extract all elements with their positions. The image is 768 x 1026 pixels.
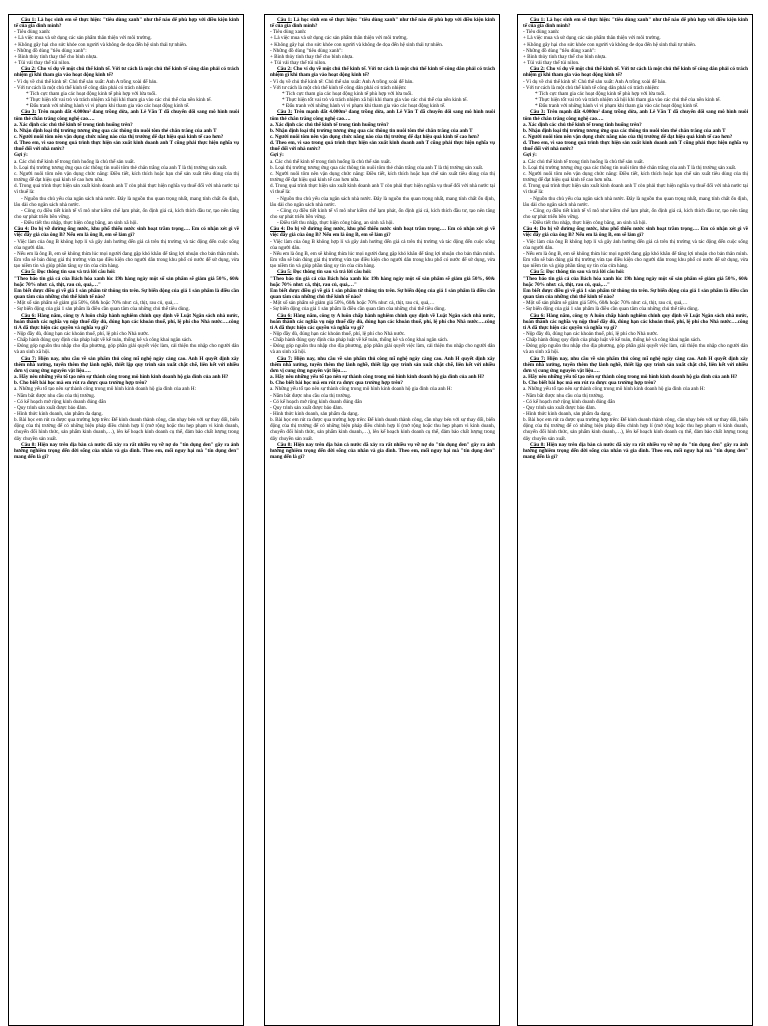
text-line [270, 417, 495, 442]
line-text: - Việc làm của ông B không hợp lí và gây ảnh hưởng đến giá cả trên thị trường và tác động đến cuộc sống của người dân. [14, 238, 239, 251]
text-line [14, 288, 239, 300]
question-paragraph [270, 109, 495, 121]
question-paragraph [270, 226, 495, 238]
line-text: b. Nhận định loại thị trường tương ứng qua các thông tin nuôi tôm thẻ chân trắng của anh T [270, 127, 473, 134]
text-line [523, 417, 748, 442]
line-text: d. Trong quá trình thực hiện sản xuất kinh doanh anh T còn phải thực hiện nghĩa vụ thuế đối với nhà nước tại vì thuế là: [14, 183, 239, 196]
line-text: Trên mạnh đất 4.000m² đang trồng dừa, anh Lê Văn T đã chuyển đổi sang mô hình nuôi tôm thẻ chân trắng công nghệ cao…. [14, 109, 240, 122]
line-text: - Nắm bắt được nhu cầu của thị trường. [523, 392, 605, 399]
text-line [523, 276, 748, 288]
line-text: Trên mạnh đất 4.000m² đang trồng dừa, anh Lê Văn T đã chuyển đổi sang mô hình nuôi tôm thẻ chân trắng công nghệ cao…. [523, 109, 749, 122]
line-text: - Ví dụ về chủ thể kinh tế: Chủ thể sản xuất: Anh A trồng xoài để bán. [14, 78, 158, 85]
line-text: - Công cụ điều tiết kinh tế vĩ mô như kiềm chế lạm phát, ổn định giá cả, kích thích đầu tư, tạo nên tăng cho sự phát triển bền vững. [270, 207, 495, 220]
text-line [270, 140, 495, 152]
line-text: - Một số sản phẩm sẽ giảm giá 50%, 60& hoặc 70% như: cá, thịt, rau củ, quả,… [270, 300, 435, 307]
line-text: Gợi ý: [523, 152, 537, 159]
line-text: * Tích cực tham gia các hoạt động kinh tế phù hợp với lứa tuổi. [535, 90, 666, 97]
question-number: Câu 7: [530, 355, 546, 362]
text-line [523, 171, 748, 183]
line-text: d. Theo em, vì sao trong quá trình thực hiện sản xuất kinh doanh anh T cũng phải thực hiện nghĩa vụ thuế đối với nhà nước? [270, 140, 495, 153]
text-line [14, 196, 239, 208]
line-text: * Đấu tranh với những hành vi vi phạm khi tham gia vào các hoạt động kinh tế. [26, 103, 190, 110]
line-text: b. Bài học em rút ra được qua trường hợp trên: Để kinh doanh thành công, cần nhạy bén với sự thay đổi, biến động của thị trường để có những biện pháp điều chỉnh hợp lí (mở rộng hoặc thu hẹp phạm vi kinh doanh, chuyển đổi hình thức, sản phẩm kinh doanh,…), lên kế hoạch kinh doanh cụ thể, đảm bảo chất lượng trong dây chuyền sản xuất. [523, 417, 748, 442]
text-line [523, 288, 748, 300]
question-number: Câu 7: [21, 355, 37, 362]
question-paragraph [14, 109, 239, 121]
text-line [14, 251, 239, 269]
text-line [14, 140, 239, 152]
line-text: a. Xác định các chủ thể kinh tế trong tình huống trên? [14, 121, 133, 128]
question-number: Câu 4: [270, 226, 286, 233]
line-text: - Chấp hành đúng quy định của pháp luật về kế toán, thống kê và công khai ngân sách. [270, 337, 449, 344]
line-text: a. Những yếu tố tạo nên sự thành công trong mô hình kinh doanh hộ gia đình của anh H: [270, 386, 453, 393]
line-text: - Nộp đầy đủ, đúng hạn các khoản thuế, phí, lệ phí cho Nhà nước. [523, 330, 659, 337]
line-text: Hiện nay, nhu cầu về sản phẩm thủ công mĩ nghệ ngày càng cao. Anh H quyết định xây thêm nhà xưởng, tuyển thêm thợ lành nghề, thiết lập quy trình sản xuất chặt chẽ, liên kết với nhiều đơn vị cung ứng nguyên vật liệu…. [523, 355, 748, 374]
document-column-2 [264, 14, 500, 1026]
question-paragraph [523, 226, 748, 238]
text-line [523, 208, 748, 220]
line-text: - Nguồn thu chủ yếu của ngân sách nhà nước. Đây là nguồn thu quan trọng nhất, mang tính chất ổn định, lâu dài cho ngân sách nhà nước. [270, 195, 495, 208]
line-text: * Đấu tranh với những hành vi vi phạm khi tham gia vào các hoạt động kinh tế. [535, 103, 699, 110]
line-text: * Tích cực tham gia các hoạt động kinh tế phù hợp với lứa tuổi. [26, 90, 157, 97]
line-text: - Chấp hành đúng quy định của pháp luật về kế toán, thống kê và công khai ngân sách. [523, 337, 702, 344]
line-text: - Tiêu dùng xanh: [270, 29, 307, 36]
line-text: + Là việc mua và sử dụng các sản phẩm thân thiện với môi trường. [14, 35, 152, 42]
line-text: Do bị vỡ đường ống nước, khu phố thiếu nước sinh hoạt trầm trọng…. Em có nhận xét gì về việc đẩy giá của ông B? Nếu em là ông B, em sẽ làm gì? [14, 226, 239, 239]
line-text: - Những đồ dùng "tiêu dùng xanh": [270, 47, 343, 54]
question-paragraph [270, 442, 495, 460]
line-text: - Công cụ điều tiết kinh tế vĩ mô như kiềm chế lạm phát, ổn định giá cả, kích thích đầu tư, tạo nên tăng cho sự phát triển bền vững. [523, 207, 748, 220]
line-text: a. Xác định các chủ thể kinh tế trong tình huống trên? [523, 121, 642, 128]
line-text: b. Nhận định loại thị trường tương ứng qua các thông tin nuôi tôm thẻ chân trắng của anh T [523, 127, 726, 134]
line-text: Hiện nay trên địa bàn cả nước đã xảy ra rất nhiều vụ vỡ nợ do "tín dụng đen" gây ra ảnh hưởng nghiêm trọng đến đời sống của nhân và gia đình. Theo em, mối nguy hại mà "tín dụng đen" mang đến là gì? [270, 441, 495, 461]
line-text: - Nếu em là ông B, em sẽ không thừa lúc mọi người đang gặp khó khăn để tăng lợi nhuận cho bản thân mình. Em vẫn sẽ bán đúng giá thị trường vừa tạo điều kiện cho người dân trong khu phố có nước để sử dụng, vừa tạo niềm tin và giúp phần tăng uy tín của cửa hàng. [523, 250, 748, 270]
text-line [14, 417, 239, 442]
line-text: + Túi vải thay thế túi nilon. [270, 60, 327, 67]
line-text: "Theo báo tin giá cả của Bách hóa xanh lúc 19h hàng ngày một số sản phẩm sẽ giảm giá 50%, 60& hoặc 70% như: cá, thịt, rau củ, quả,…" [270, 275, 495, 288]
question-number: Câu 8: [21, 441, 36, 448]
text-line [523, 183, 748, 195]
line-text: - Quy trình sản xuất được bảo đảm. [270, 404, 343, 411]
question-paragraph [523, 442, 748, 460]
question-paragraph [523, 313, 748, 331]
line-text: - Sự biến động của giá 1 sản phẩm là điều cần quan tâm của những chủ thể tiêu dùng. [270, 306, 446, 313]
text-line [270, 183, 495, 195]
line-text: - Nộp đầy đủ, đúng hạn các khoản thuế, phí, lệ phí cho Nhà nước. [14, 330, 150, 337]
text-line [14, 276, 239, 288]
line-text: b. Cho biết bài học mà em rút ra được qua trường hợp trên? [523, 380, 656, 387]
line-text: a. Các chủ thể kinh tế trong tình huống là chủ thể sản xuất. [523, 158, 644, 165]
line-text: Gợi ý: [14, 152, 28, 159]
text-line [523, 343, 748, 355]
line-text: Hiện nay trên địa bàn cả nước đã xảy ra rất nhiều vụ vỡ nợ do "tín dụng đen" gây ra ảnh hưởng nghiêm trọng đến đời sống của nhân và gia đình. Theo em, mối nguy hại mà "tín dụng đen" mang đến là gì? [523, 441, 748, 461]
text-line [523, 239, 748, 251]
text-line [270, 196, 495, 208]
line-text: a. Hãy nêu những yếu tố tạo nên sự thành công trong mô hình kinh doanh hộ gia đình của anh H? [523, 374, 738, 381]
line-text: - Một số sản phẩm sẽ giảm giá 50%, 60& hoặc 70% như: cá, thịt, rau củ, quả,… [14, 300, 179, 307]
line-text: + Bình thủy tinh thay thế cho bình nhựa. [14, 53, 98, 60]
line-text: a. Các chủ thể kinh tế trong tình huống là chủ thể sản xuất. [14, 158, 135, 165]
question-paragraph [14, 226, 239, 238]
line-text: Cho ví dụ về một chủ thể kinh tế. Với tư cách là một chủ thể kinh tế công dân phải có trách nhiệm gì khi tham gia vào hoạt động kinh tế? [270, 66, 495, 79]
question-paragraph [523, 66, 748, 78]
question-paragraph [523, 109, 748, 121]
text-line [14, 208, 239, 220]
line-text: Hàng năm, công ty A luôn chấp hành nghiêm chỉnh quy định về Luật Ngân sách nhà nước, hoàn thành các nghĩa vụ nộp thuế đầy đủ, đúng hạn các khoản thuế, phí, lệ phí cho Nhà nước….công ti A đã thực hiện các quyền và nghĩa vụ gì? [14, 312, 239, 331]
line-text: - Có kế hoạch mở rộng kinh doanh đúng đắn [14, 398, 106, 405]
line-text: c. Người nuôi tôm nên vận dụng chức năng nào của thị trường để đạt hiệu quả kinh tế cao hơn? [270, 133, 480, 140]
line-text: * Thực hiện tốt vai trò và trách nhiệm xã hội khi tham gia vào các chủ thể của nền kinh tế. [535, 97, 721, 104]
line-text: + Là việc mua và sử dụng các sản phẩm thân thiện với môi trường. [523, 35, 661, 42]
question-number: Câu 1: [21, 17, 36, 23]
question-paragraph [270, 313, 495, 331]
document-column-3 [517, 14, 753, 1026]
line-text: c. Người nuôi tôm nên vận dụng chức năng: Điều tiết, kích thích hoặc hạn chế sản xuất tiêu dùng của thị trường để đạt hiệu quả kinh tế cao hơn nữa. [270, 170, 495, 184]
question-number: Câu 1: [530, 17, 545, 23]
question-paragraph [14, 66, 239, 78]
line-text: b. Cho biết bài học mà em rút ra được qua trường hợp trên? [14, 380, 147, 387]
text-line [270, 343, 495, 355]
line-text: Là học sinh em sẽ thực hiện: "tiêu dùng xanh" như thế nào để phù hợp với điều kiện kinh tế của gia đình mình? [523, 17, 748, 30]
line-text: Đọc thông tin sau và trả lời câu hỏi: [35, 269, 116, 276]
line-text: d. Trong quá trình thực hiện sản xuất kinh doanh anh T còn phải thực hiện nghĩa vụ thuế đối với nhà nước tại vì thuế là: [270, 183, 495, 196]
line-text: a. Những yếu tố tạo nên sự thành công trong mô hình kinh doanh hộ gia đình của anh H: [14, 386, 197, 393]
line-text: Em biết được điều gì về giá 1 sản phẩm từ thông tin trên. Sự biến động của giá 1 sản phẩm là điều cần quan tâm của những chủ thể kinh tế nào? [523, 287, 748, 301]
question-number: Câu 6: [21, 312, 36, 319]
line-text: a. Hãy nêu những yếu tố tạo nên sự thành công trong mô hình kinh doanh hộ gia đình của anh H? [270, 374, 485, 381]
text-line [270, 239, 495, 251]
line-text: Là học sinh em sẽ thực hiện: "tiêu dùng xanh" như thế nào để phù hợp với điều kiện kinh tế của gia đình mình? [270, 17, 495, 30]
line-text: - Một số sản phẩm sẽ giảm giá 50%, 60& hoặc 70% như: cá, thịt, rau củ, quả,… [523, 300, 688, 307]
line-text: - Đóng góp nguồn thu nhập cho địa phương, góp phần giải quyết việc làm, cải thiện thu nhập cho người dân và an sinh xã hội. [523, 343, 748, 356]
line-text: a. Những yếu tố tạo nên sự thành công trong mô hình kinh doanh hộ gia đình của anh H: [523, 386, 706, 393]
question-number: Câu 5: [21, 269, 36, 276]
question-paragraph [14, 17, 239, 29]
line-text: - Những đồ dùng "tiêu dùng xanh": [14, 47, 87, 54]
text-line [270, 208, 495, 220]
line-text: c. Người nuôi tôm nên vận dụng chức năng: Điều tiết, kích thích hoặc hạn chế sản xuất tiêu dùng của thị trường để đạt hiệu quả kinh tế cao hơn nữa. [14, 170, 239, 184]
question-paragraph [523, 17, 748, 29]
line-text: "Theo báo tin giá cả của Bách hóa xanh lúc 19h hàng ngày một số sản phẩm sẽ giảm giá 50%, 60& hoặc 70% như: cá, thịt, rau củ, quả,…" [14, 275, 239, 288]
line-text: + Là việc mua và sử dụng các sản phẩm thân thiện với môi trường. [270, 35, 408, 42]
line-text: b. Cho biết bài học mà em rút ra được qua trường hợp trên? [270, 380, 403, 387]
question-paragraph [270, 356, 495, 374]
question-number: Câu 7: [277, 355, 293, 362]
line-text: - Điều tiết thu nhập, thực hiện công bằng, an sinh xã hội. [21, 220, 138, 227]
question-number: Câu 6: [277, 312, 292, 319]
line-text: Hiện nay, nhu cầu về sản phẩm thủ công mĩ nghệ ngày càng cao. Anh H quyết định xây thêm nhà xưởng, tuyển thêm thợ lành nghề, thiết lập quy trình sản xuất chặt chẽ, liên kết với nhiều đơn vị cung ứng nguyên vật liệu…. [270, 355, 495, 374]
line-text: - Điều tiết thu nhập, thực hiện công bằng, an sinh xã hội. [277, 220, 394, 227]
line-text: Em biết được điều gì về giá 1 sản phẩm từ thông tin trên. Sự biến động của giá 1 sản phẩm là điều cần quan tâm của những chủ thể kinh tế nào? [14, 287, 239, 301]
question-number: Câu 3: [530, 109, 546, 116]
question-number: Câu 3: [277, 109, 293, 116]
line-text: - Nguồn thu chủ yếu của ngân sách nhà nước. Đây là nguồn thu quan trọng nhất, mang tính chất ổn định, lâu dài cho ngân sách nhà nước. [523, 195, 748, 208]
line-text: - Điều tiết thu nhập, thực hiện công bằng, an sinh xã hội. [530, 220, 647, 227]
line-text: + Bình thủy tinh thay thế cho bình nhựa. [523, 53, 607, 60]
line-text: c. Người nuôi tôm nên vận dụng chức năng nào của thị trường để đạt hiệu quả kinh tế cao hơn? [523, 133, 733, 140]
line-text: + Không gây hại cho sức khỏe con người và không đe dọa đến hệ sinh thái tự nhiên. [523, 41, 697, 48]
line-text: - Nguồn thu chủ yếu của ngân sách nhà nước. Đây là nguồn thu quan trọng nhất, mang tính chất ổn định, lâu dài cho ngân sách nhà nước. [14, 195, 239, 208]
question-number: Câu 8: [277, 441, 292, 448]
question-number: Câu 2: [277, 66, 292, 73]
line-text: - Việc làm của ông B không hợp lí và gây ảnh hưởng đến giá cả trên thị trường và tác động đến cuộc sống của người dân. [270, 238, 495, 251]
line-text: - Công cụ điều tiết kinh tế vĩ mô như kiềm chế lạm phát, ổn định giá cả, kích thích đầu tư, tạo nên tăng cho sự phát triển bền vững. [14, 207, 239, 220]
line-text: Hàng năm, công ty A luôn chấp hành nghiêm chỉnh quy định về Luật Ngân sách nhà nước, hoàn thành các nghĩa vụ nộp thuế đầy đủ, đúng hạn các khoản thuế, phí, lệ phí cho Nhà nước….công ti A đã thực hiện các quyền và nghĩa vụ gì? [270, 312, 495, 331]
question-paragraph [14, 356, 239, 374]
line-text: - Ví dụ về chủ thể kinh tế: Chủ thể sản xuất: Anh A trồng xoài để bán. [270, 78, 414, 85]
line-text: Đọc thông tin sau và trả lời câu hỏi: [544, 269, 625, 276]
line-text: + Không gây hại cho sức khỏe con người và không đe dọa đến hệ sinh thái tự nhiên. [270, 41, 444, 48]
question-number: Câu 4: [14, 226, 30, 233]
question-paragraph [14, 442, 239, 460]
line-text: a. Các chủ thể kinh tế trong tình huống là chủ thể sản xuất. [270, 158, 391, 165]
line-text: - Có kế hoạch mở rộng kinh doanh đúng đắn [270, 398, 362, 405]
line-text: b. Bài học em rút ra được qua trường hợp trên: Để kinh doanh thành công, cần nhạy bén với sự thay đổi, biến động của thị trường để có những biện pháp điều chỉnh hợp lí (mở rộng hoặc thu hẹp phạm vi kinh doanh, chuyển đổi hình thức, sản phẩm kinh doanh,…), lên kế hoạch kinh doanh cụ thể, đảm bảo chất lượng trong dây chuyền sản xuất. [270, 417, 495, 442]
line-text: b. Loại thị trường tương ứng qua các thông tin nuôi tôm thẻ chân trắng của anh T là thị trường sản xuất. [14, 164, 228, 171]
text-line [14, 343, 239, 355]
text-line [270, 171, 495, 183]
line-text: b. Loại thị trường tương ứng qua các thông tin nuôi tôm thẻ chân trắng của anh T là thị trường sản xuất. [270, 164, 484, 171]
line-text: - Nắm bắt được nhu cầu của thị trường. [270, 392, 352, 399]
line-text: a. Xác định các chủ thể kinh tế trong tình huống trên? [270, 121, 389, 128]
line-text: Gợi ý: [270, 152, 284, 159]
line-text: Trên mạnh đất 4.000m² đang trồng dừa, anh Lê Văn T đã chuyển đổi sang mô hình nuôi tôm thẻ chân trắng công nghệ cao…. [270, 109, 496, 122]
line-text: - Tiêu dùng xanh: [14, 29, 51, 36]
text-line [270, 288, 495, 300]
line-text: Cho ví dụ về một chủ thể kinh tế. Với tư cách là một chủ thể kinh tế công dân phải có trách nhiệm gì khi tham gia vào hoạt động kinh tế? [523, 66, 748, 79]
line-text: d. Trong quá trình thực hiện sản xuất kinh doanh anh T còn phải thực hiện nghĩa vụ thuế đối với nhà nước tại vì thuế là: [523, 183, 748, 196]
line-text: c. Người nuôi tôm nên vận dụng chức năng nào của thị trường để đạt hiệu quả kinh tế cao hơn? [14, 133, 224, 140]
line-text: - Nếu em là ông B, em sẽ không thừa lúc mọi người đang gặp khó khăn để tăng lợi nhuận cho bản thân mình. Em vẫn sẽ bán đúng giá thị trường vừa tạo điều kiện cho người dân trong khu phố có nước để sử dụng, vừa tạo niềm tin và giúp phần tăng uy tín của cửa hàng. [14, 250, 239, 270]
line-text: Hiện nay trên địa bàn cả nước đã xảy ra rất nhiều vụ vỡ nợ do "tín dụng đen" gây ra ảnh hưởng nghiêm trọng đến đời sống của nhân và gia đình. Theo em, mối nguy hại mà "tín dụng đen" mang đến là gì? [14, 441, 239, 461]
question-paragraph [523, 356, 748, 374]
question-number: Câu 5: [530, 269, 545, 276]
line-text: - Sự biến động của giá 1 sản phẩm là điều cần quan tâm của những chủ thể tiêu dùng. [14, 306, 190, 313]
line-text: + Không gây hại cho sức khỏe con người và không đe dọa đến hệ sinh thái tự nhiên. [14, 41, 188, 48]
line-text: * Thực hiện tốt vai trò và trách nhiệm xã hội khi tham gia vào các chủ thể của nền kinh tế. [282, 97, 468, 104]
text-line [270, 276, 495, 288]
line-text: Cho ví dụ về một chủ thể kinh tế. Với tư cách là một chủ thể kinh tế công dân phải có trách nhiệm gì khi tham gia vào hoạt động kinh tế? [14, 66, 239, 79]
line-text: - Sự biến động của giá 1 sản phẩm là điều cần quan tâm của những chủ thể tiêu dùng. [523, 306, 699, 313]
line-text: - Tiêu dùng xanh: [523, 29, 560, 36]
text-line [14, 239, 239, 251]
question-number: Câu 2: [21, 66, 36, 73]
line-text: b. Loại thị trường tương ứng qua các thông tin nuôi tôm thẻ chân trắng của anh T là thị trường sản xuất. [523, 164, 737, 171]
question-number: Câu 8: [530, 441, 545, 448]
text-line [270, 251, 495, 269]
line-text: "Theo báo tin giá cả của Bách hóa xanh lúc 19h hàng ngày một số sản phẩm sẽ giảm giá 50%, 60& hoặc 70% như: cá, thịt, rau củ, quả,…" [523, 275, 748, 288]
line-text: - Việc làm của ông B không hợp lí và gây ảnh hưởng đến giá cả trên thị trường và tác động đến cuộc sống của người dân. [523, 238, 748, 251]
line-text: Là học sinh em sẽ thực hiện: "tiêu dùng xanh" như thế nào để phù hợp với điều kiện kinh tế của gia đình mình? [14, 17, 239, 30]
line-text: - Đóng góp nguồn thu nhập cho địa phương, góp phần giải quyết việc làm, cải thiện thu nhập cho người dân và an sinh xã hội. [14, 343, 239, 356]
line-text: - Quy trình sản xuất được bảo đảm. [523, 404, 596, 411]
line-text: Hàng năm, công ty A luôn chấp hành nghiêm chỉnh quy định về Luật Ngân sách nhà nước, hoàn thành các nghĩa vụ nộp thuế đầy đủ, đúng hạn các khoản thuế, phí, lệ phí cho Nhà nước….công ti A đã thực hiện các quyền và nghĩa vụ gì? [523, 312, 748, 331]
line-text: d. Theo em, vì sao trong quá trình thực hiện sản xuất kinh doanh anh T cũng phải thực hiện nghĩa vụ thuế đối với nhà nước? [14, 140, 239, 153]
line-text: c. Người nuôi tôm nên vận dụng chức năng: Điều tiết, kích thích hoặc hạn chế sản xuất tiêu dùng của thị trường để đạt hiệu quả kinh tế cao hơn nữa. [523, 170, 748, 184]
line-text: Em biết được điều gì về giá 1 sản phẩm từ thông tin trên. Sự biến động của giá 1 sản phẩm là điều cần quan tâm của những chủ thể kinh tế nào? [270, 287, 495, 301]
document-column-1 [8, 14, 244, 1026]
line-text: b. Nhận định loại thị trường tương ứng qua các thông tin nuôi tôm thẻ chân trắng của anh T [14, 127, 217, 134]
question-paragraph [270, 66, 495, 78]
question-number: Câu 5: [277, 269, 292, 276]
question-paragraph [270, 17, 495, 29]
line-text: - Có kế hoạch mở rộng kinh doanh đúng đắn [523, 398, 615, 405]
line-text: + Túi vải thay thế túi nilon. [14, 60, 71, 67]
question-paragraph [14, 313, 239, 331]
text-line [523, 140, 748, 152]
question-number: Câu 4: [523, 226, 539, 233]
line-text: Hiện nay, nhu cầu về sản phẩm thủ công mĩ nghệ ngày càng cao. Anh H quyết định xây thêm nhà xưởng, tuyển thêm thợ lành nghề, thiết lập quy trình sản xuất chặt chẽ, liên kết với nhiều đơn vị cung ứng nguyên vật liệu…. [14, 355, 239, 374]
question-number: Câu 6: [530, 312, 545, 319]
line-text: Do bị vỡ đường ống nước, khu phố thiếu nước sinh hoạt trầm trọng…. Em có nhận xét gì về việc đẩy giá của ông B? Nếu em là ông B, em sẽ làm gì? [270, 226, 495, 239]
line-text: - Nắm bắt được nhu cầu của thị trường. [14, 392, 96, 399]
line-text: - Nộp đầy đủ, đúng hạn các khoản thuế, phí, lệ phí cho Nhà nước. [270, 330, 406, 337]
line-text: - Hình thức kinh doanh, sản phẩm đa dạng. [523, 411, 612, 417]
line-text: * Đấu tranh với những hành vi vi phạm khi tham gia vào các hoạt động kinh tế. [282, 103, 446, 110]
line-text: * Tích cực tham gia các hoạt động kinh tế phù hợp với lứa tuổi. [282, 90, 413, 97]
line-text: b. Bài học em rút ra được qua trường hợp trên: Để kinh doanh thành công, cần nhạy bén với sự thay đổi, biến động của thị trường để có những biện pháp điều chỉnh hợp lí (mở rộng hoặc thu hẹp phạm vi kinh doanh, chuyển đổi hình thức, sản phẩm kinh doanh,…), lên kế hoạch kinh doanh cụ thể, đảm bảo chất lượng trong dây chuyền sản xuất. [14, 417, 239, 442]
text-line [523, 251, 748, 269]
question-number: Câu 2: [530, 66, 545, 73]
line-text: d. Theo em, vì sao trong quá trình thực hiện sản xuất kinh doanh anh T cũng phải thực hiện nghĩa vụ thuế đối với nhà nước? [523, 140, 748, 153]
line-text: - Với tư cách là một chủ thể kinh tế công dân phải có trách nhiệm: [523, 84, 660, 91]
line-text: Do bị vỡ đường ống nước, khu phố thiếu nước sinh hoạt trầm trọng…. Em có nhận xét gì về việc đẩy giá của ông B? Nếu em là ông B, em sẽ làm gì? [523, 226, 748, 239]
text-line [14, 171, 239, 183]
line-text: - Chấp hành đúng quy định của pháp luật về kế toán, thống kê và công khai ngân sách. [14, 337, 193, 344]
text-line [14, 183, 239, 195]
line-text: Đọc thông tin sau và trả lời câu hỏi: [291, 269, 372, 276]
line-text: - Nếu em là ông B, em sẽ không thừa lúc mọi người đang gặp khó khăn để tăng lợi nhuận cho bản thân mình. Em vẫn sẽ bán đúng giá thị trường vừa tạo điều kiện cho người dân trong khu phố có nước để sử dụng, vừa tạo niềm tin và giúp phần tăng uy tín của cửa hàng. [270, 250, 495, 270]
question-number: Câu 3: [21, 109, 37, 116]
line-text: - Đóng góp nguồn thu nhập cho địa phương, góp phần giải quyết việc làm, cải thiện thu nhập cho người dân và an sinh xã hội. [270, 343, 495, 356]
question-number: Câu 1: [277, 17, 292, 23]
line-text: - Hình thức kinh doanh, sản phẩm đa dạng. [14, 411, 103, 417]
line-text: * Thực hiện tốt vai trò và trách nhiệm xã hội khi tham gia vào các chủ thể của nền kinh tế. [26, 97, 212, 104]
line-text: - Quy trình sản xuất được bảo đảm. [14, 404, 87, 411]
line-text: + Bình thủy tinh thay thế cho bình nhựa. [270, 53, 354, 60]
text-line [523, 196, 748, 208]
line-text: - Ví dụ về chủ thể kinh tế: Chủ thể sản xuất: Anh A trồng xoài để bán. [523, 78, 667, 85]
line-text: - Với tư cách là một chủ thể kinh tế công dân phải có trách nhiệm: [270, 84, 407, 91]
line-text: - Với tư cách là một chủ thể kinh tế công dân phải có trách nhiệm: [14, 84, 151, 91]
line-text: - Những đồ dùng "tiêu dùng xanh": [523, 47, 596, 54]
line-text: + Túi vải thay thế túi nilon. [523, 60, 580, 67]
line-text: a. Hãy nêu những yếu tố tạo nên sự thành công trong mô hình kinh doanh hộ gia đình của anh H? [14, 374, 229, 381]
line-text: - Hình thức kinh doanh, sản phẩm đa dạng. [270, 411, 359, 417]
